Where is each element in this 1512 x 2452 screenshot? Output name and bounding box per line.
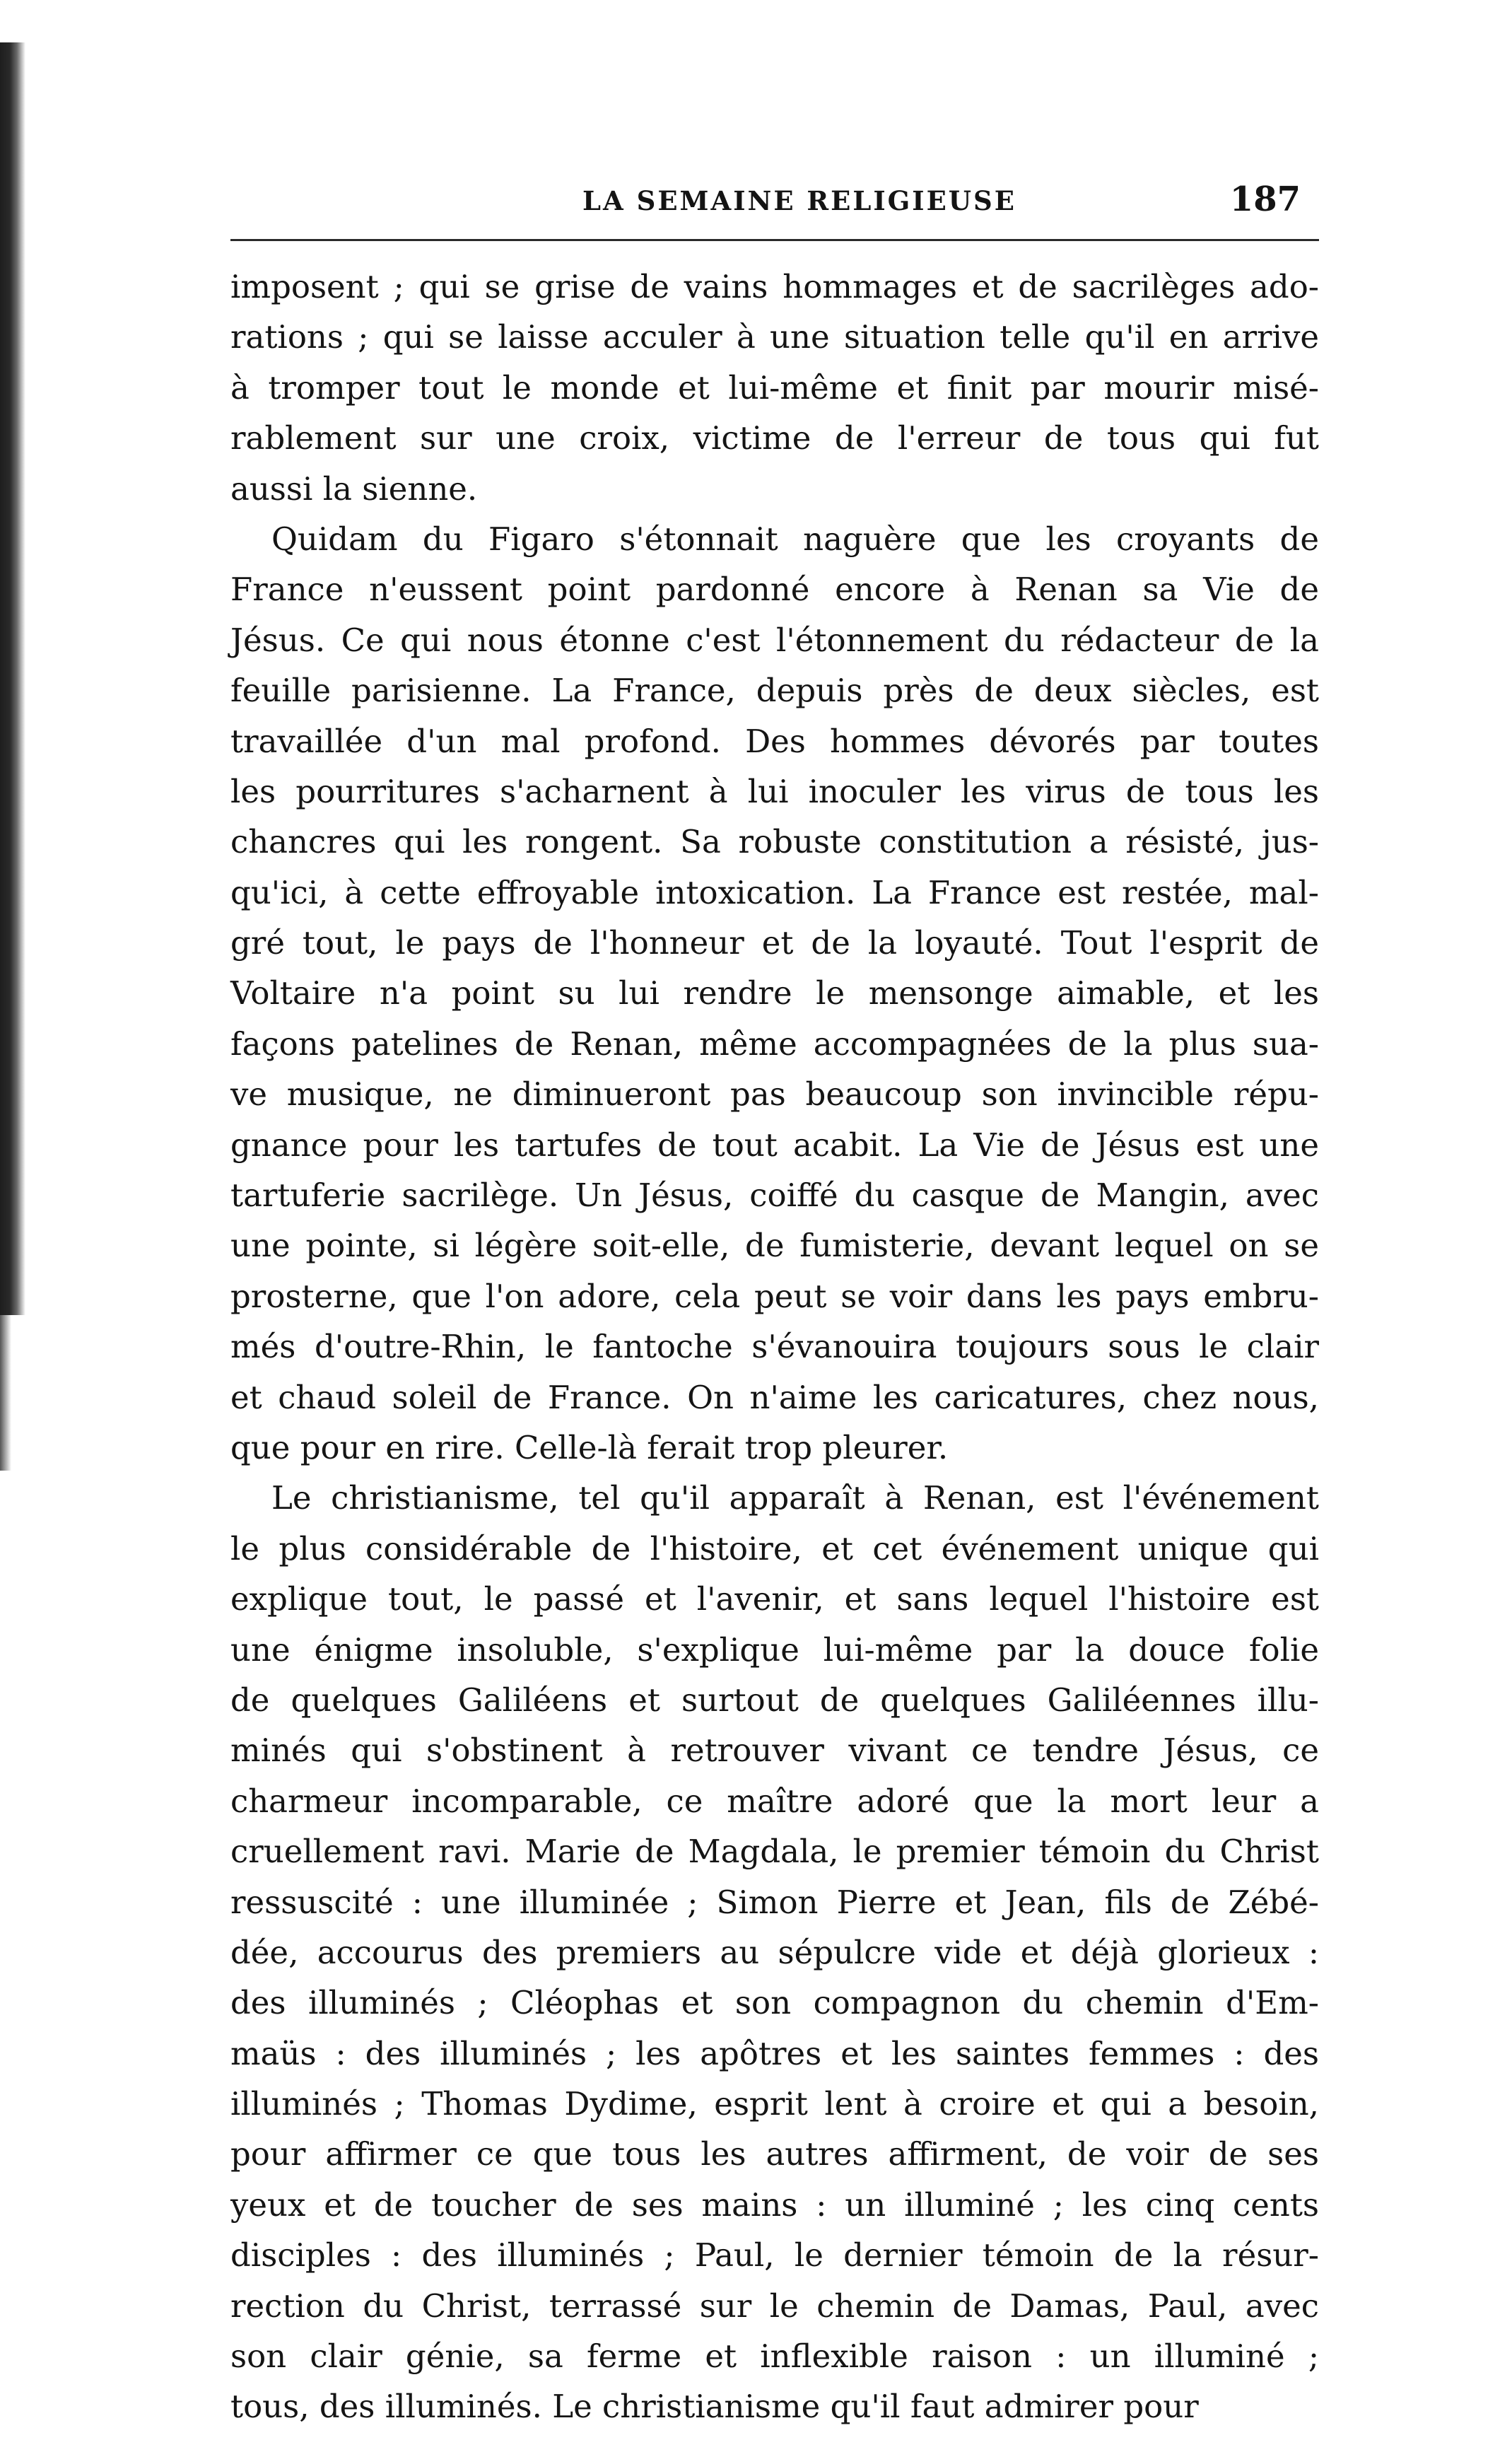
text-line: rations ; qui se laisse acculer à une situation telle qu'il en arrive bbox=[230, 318, 1319, 356]
text-line: Voltaire n'a point su lui rendre le mensonge aimable, et les bbox=[230, 974, 1319, 1012]
text-line: chancres qui les rongent. Sa robuste constitution a résisté, jus- bbox=[230, 823, 1319, 861]
text-line: ve musique, ne diminueront pas beaucoup son invincible répu- bbox=[230, 1075, 1319, 1114]
text-line: explique tout, le passé et l'avenir, et sans lequel l'histoire est bbox=[230, 1580, 1319, 1618]
text-line: illuminés ; Thomas Dydime, esprit lent à croire et qui a besoin, bbox=[230, 2085, 1319, 2123]
text-line: ressuscité : une illuminée ; Simon Pierre et Jean, fils de Zébé- bbox=[230, 1883, 1319, 1921]
text-line: dée, accourus des premiers au sépulcre vide et déjà glorieux : bbox=[230, 1933, 1319, 1971]
text-line: des illuminés ; Cléophas et son compagnon du chemin d'Em- bbox=[230, 1984, 1319, 2022]
text-line: tous, des illuminés. Le christianisme qu'il faut admirer pour bbox=[230, 2388, 1199, 2426]
text-line: disciples : des illuminés ; Paul, le dernier témoin de la résur- bbox=[230, 2236, 1319, 2275]
paragraph bbox=[230, 262, 1319, 514]
text-line: tartuferie sacrilège. Un Jésus, coiffé du casque de Mangin, avec bbox=[230, 1177, 1319, 1215]
text-line: més d'outre-Rhin, le fantoche s'évanouira toujours sous le clair bbox=[230, 1328, 1319, 1366]
page-number: 187 bbox=[1229, 180, 1301, 219]
text-line: Le christianisme, tel qu'il apparaît à Renan, est l'événement bbox=[271, 1479, 1319, 1517]
text-line: que pour en rire. Celle-là ferait trop pleurer. bbox=[230, 1428, 949, 1466]
text-line: Jésus. Ce qui nous étonne c'est l'étonnement du rédacteur de la bbox=[230, 621, 1319, 659]
page-header bbox=[230, 180, 1333, 226]
text-line: minés qui s'obstinent à retrouver vivant ce tendre Jésus, ce bbox=[230, 1732, 1319, 1770]
text-line: prosterne, que l'on adore, cela peut se voir dans les pays embru- bbox=[230, 1277, 1319, 1315]
text-line: charmeur incomparable, ce maître adoré que la mort leur a bbox=[230, 1782, 1319, 1820]
text-line: cruellement ravi. Marie de Magdala, le premier témoin du Christ bbox=[230, 1833, 1319, 1871]
text-line: feuille parisienne. La France, depuis près de deux siècles, est bbox=[230, 672, 1319, 710]
text-line: aussi la sienne. bbox=[230, 469, 478, 508]
text-line: travaillée d'un mal profond. Des hommes dévorés par toutes bbox=[230, 722, 1319, 760]
text-line: maüs : des illuminés ; les apôtres et les saintes femmes : des bbox=[230, 2034, 1319, 2072]
text-line: de quelques Galiléens et surtout de quelques Galiléennes illu- bbox=[230, 1681, 1319, 1719]
scan-page-edge-shadow bbox=[0, 42, 25, 1315]
header-rule bbox=[230, 239, 1319, 241]
paragraph bbox=[230, 514, 1319, 1473]
text-line: gnance pour les tartufes de tout acabit. La Vie de Jésus est une bbox=[230, 1126, 1319, 1164]
text-line: une énigme insoluble, s'explique lui-même par la douce folie bbox=[230, 1630, 1319, 1669]
text-line: rablement sur une croix, victime de l'erreur de tous qui fut bbox=[230, 419, 1319, 457]
text-line: les pourritures s'acharnent à lui inoculer les virus de tous les bbox=[230, 772, 1319, 810]
text-line: à tromper tout le monde et lui-même et finit par mourir misé- bbox=[230, 368, 1319, 407]
text-line: France n'eussent point pardonné encore à Renan sa Vie de bbox=[230, 571, 1319, 609]
running-title: LA SEMAINE RELIGIEUSE bbox=[582, 185, 1016, 216]
text-line: yeux et de toucher de ses mains : un illuminé ; les cinq cents bbox=[230, 2185, 1319, 2224]
text-line: imposent ; qui se grise de vains hommages et de sacrilèges ado- bbox=[230, 268, 1319, 305]
text-line: rection du Christ, terrassé sur le chemin de Damas, Paul, avec bbox=[230, 2287, 1319, 2325]
text-line: Quidam du Figaro s'étonnait naguère que les croyants de bbox=[271, 520, 1319, 558]
text-line: pour affirmer ce que tous les autres affirment, de voir de ses bbox=[230, 2135, 1319, 2173]
text-line: son clair génie, sa ferme et inflexible raison : un illuminé ; bbox=[230, 2337, 1319, 2376]
text-line: gré tout, le pays de l'honneur et de la loyauté. Tout l'esprit de bbox=[230, 924, 1319, 962]
text-line: façons patelines de Renan, même accompagnées de la plus sua- bbox=[230, 1024, 1319, 1063]
scan-page-edge-shadow-lower bbox=[0, 1315, 11, 1471]
text-line: une pointe, si légère soit-elle, de fumisterie, devant lequel on se bbox=[230, 1227, 1319, 1265]
text-line: et chaud soleil de France. On n'aime les caricatures, chez nous, bbox=[230, 1378, 1319, 1416]
text-line: le plus considérable de l'histoire, et cet événement unique qui bbox=[230, 1529, 1319, 1567]
text-line: qu'ici, à cette effroyable intoxication. La France est restée, mal- bbox=[230, 873, 1319, 911]
body-text bbox=[230, 262, 1319, 2432]
paragraph bbox=[230, 1473, 1319, 2431]
